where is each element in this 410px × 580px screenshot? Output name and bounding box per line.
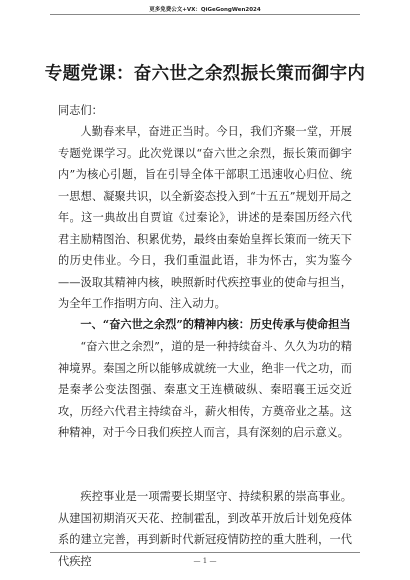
section-heading: 一、“奋六世之余烈”的精神内核：历史传承与使命担当 [80, 317, 351, 331]
document-header: 更多免费公文+VX：QiGeGongWen2024 [149, 7, 261, 13]
paragraph-text: “奋六世之余烈”，道的是一种持续奋斗、久久为功的精神境界。秦国之所以能够成就统一大业，绝非一代之功，而是秦孝公变法图强、秦惠文王连横破纵、秦昭襄王远交近攻，历经六代君主持续奋斗，薪火相传，方奠帝业之基。这种精神，对于今日我们疾控人而言，具有深刻的启示意义。 [58, 340, 352, 439]
header-rule [50, 14, 360, 15]
footer-rule [50, 552, 360, 553]
paragraph-text: 疾控事业是一项需要长期坚守、持续积累的崇高事业。从建国初期消灭天花、控制霍乱，到改革开放后计划免疫体系的建立完善，再到新时代新冠疫情防控的重大胜利，一代代疾控 [58, 490, 352, 568]
document-title: 专题党课：奋六世之余烈振长策而御宇内 [44, 64, 366, 84]
salutation: 同志们： [58, 104, 103, 117]
intro-paragraph [58, 121, 352, 315]
section-paragraph [58, 336, 352, 444]
paragraph-text: 人勤春来早，奋进正当时。今日，我们齐聚一堂，开展专题党课学习。此次党课以“奋六世之余烈，振长策而御宇内”为核心引题，旨在引导全体干部职工迅速收心归位、统一思想、凝聚共识，以全新姿态投入到“十五五”规划开局之年。这一典故出自贾谊《过秦论》，讲述的是秦国历经六代君主励精图治、积累优势，最终由秦始皇挥长策而一统天下的历史伟业。今日，我们重温此语，非为怀古，实为鉴今——汲取其精神内核，映照新时代疾控事业的使命与担当，为全年工作指明方向、注入动力。 [58, 125, 352, 310]
page-number: — 1 — [193, 557, 217, 565]
